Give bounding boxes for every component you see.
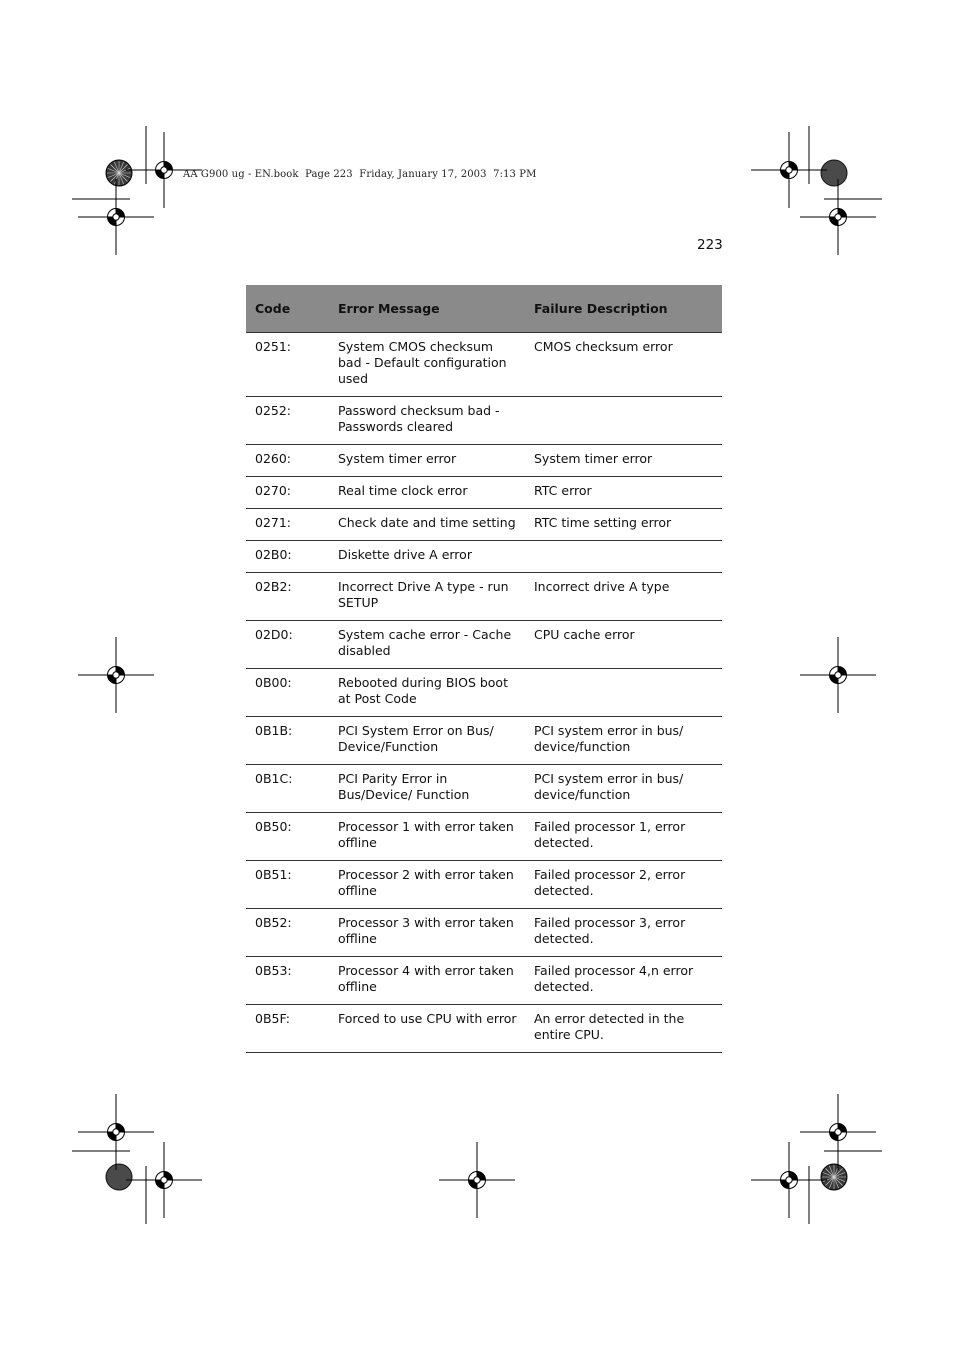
crosshair-mark-icon [800, 1094, 876, 1170]
code-cell: 0B1C: [246, 764, 329, 812]
column-header-failure-description: Failure Description [525, 285, 722, 332]
code-cell: 0B53: [246, 956, 329, 1004]
message-cell: Processor 1 with error taken offline [329, 812, 525, 860]
code-cell: 0B00: [246, 668, 329, 716]
message-cell: System timer error [329, 444, 525, 476]
message-cell: Forced to use CPU with error [329, 1004, 525, 1052]
description-cell: PCI system error in bus/ device/function [525, 716, 722, 764]
message-cell: Real time clock error [329, 476, 525, 508]
message-cell: Processor 3 with error taken offline [329, 908, 525, 956]
code-cell: 0252: [246, 396, 329, 444]
code-cell: 0B1B: [246, 716, 329, 764]
description-cell: Failed processor 3, error detected. [525, 908, 722, 956]
description-cell: An error detected in the entire CPU. [525, 1004, 722, 1052]
crosshair-mark-icon [800, 179, 876, 255]
crosshair-mark-icon [126, 132, 202, 208]
print-slug: AA G900 ug - EN.book Page 223 Friday, January 17, 2003 7:13 PM [183, 169, 537, 180]
column-header-error-message: Error Message [329, 285, 525, 332]
crosshair-mark-icon [78, 1094, 154, 1170]
column-header-code: Code [246, 285, 329, 332]
message-cell: Processor 2 with error taken offline [329, 860, 525, 908]
description-cell: CPU cache error [525, 620, 722, 668]
message-cell: System CMOS checksum bad - Default configuration used [329, 332, 525, 396]
message-cell: System cache error - Cache disabled [329, 620, 525, 668]
description-cell: Incorrect drive A type [525, 572, 722, 620]
page-number: 223 [697, 237, 723, 253]
message-cell: Password checksum bad - Passwords cleared [329, 396, 525, 444]
code-cell: 0B51: [246, 860, 329, 908]
code-cell: 0270: [246, 476, 329, 508]
code-cell: 02B2: [246, 572, 329, 620]
message-cell: Check date and time setting [329, 508, 525, 540]
code-cell: 02D0: [246, 620, 329, 668]
description-cell: RTC time setting error [525, 508, 722, 540]
crosshair-mark-icon [751, 1142, 827, 1218]
registration-star-icon [821, 1164, 847, 1190]
code-cell: 0B5F: [246, 1004, 329, 1052]
registration-dot-icon [106, 1164, 132, 1190]
code-cell: 0271: [246, 508, 329, 540]
description-cell: Failed processor 2, error detected. [525, 860, 722, 908]
code-cell: 0251: [246, 332, 329, 396]
code-cell: 0B50: [246, 812, 329, 860]
code-cell: 0B52: [246, 908, 329, 956]
message-cell: Incorrect Drive A type - run SETUP [329, 572, 525, 620]
description-cell: System timer error [525, 444, 722, 476]
description-cell: Failed processor 4,n error detected. [525, 956, 722, 1004]
crop-marks [72, 126, 882, 1224]
description-cell: PCI system error in bus/ device/function [525, 764, 722, 812]
registration-star-icon [106, 160, 132, 186]
message-cell: PCI System Error on Bus/ Device/Function [329, 716, 525, 764]
crosshair-mark-icon [439, 1142, 515, 1218]
message-cell: PCI Parity Error in Bus/Device/ Function [329, 764, 525, 812]
message-cell: Processor 4 with error taken offline [329, 956, 525, 1004]
crosshair-mark-icon [126, 1142, 202, 1218]
message-cell: Rebooted during BIOS boot at Post Code [329, 668, 525, 716]
crosshair-mark-icon [78, 637, 154, 713]
registration-dot-icon [821, 160, 847, 186]
code-cell: 02B0: [246, 540, 329, 572]
description-cell: RTC error [525, 476, 722, 508]
code-cell: 0260: [246, 444, 329, 476]
description-cell: Failed processor 1, error detected. [525, 812, 722, 860]
crosshair-mark-icon [800, 637, 876, 713]
description-cell: CMOS checksum error [525, 332, 722, 396]
crosshair-mark-icon [78, 179, 154, 255]
message-cell: Diskette drive A error [329, 540, 525, 572]
crosshair-mark-icon [751, 132, 827, 208]
